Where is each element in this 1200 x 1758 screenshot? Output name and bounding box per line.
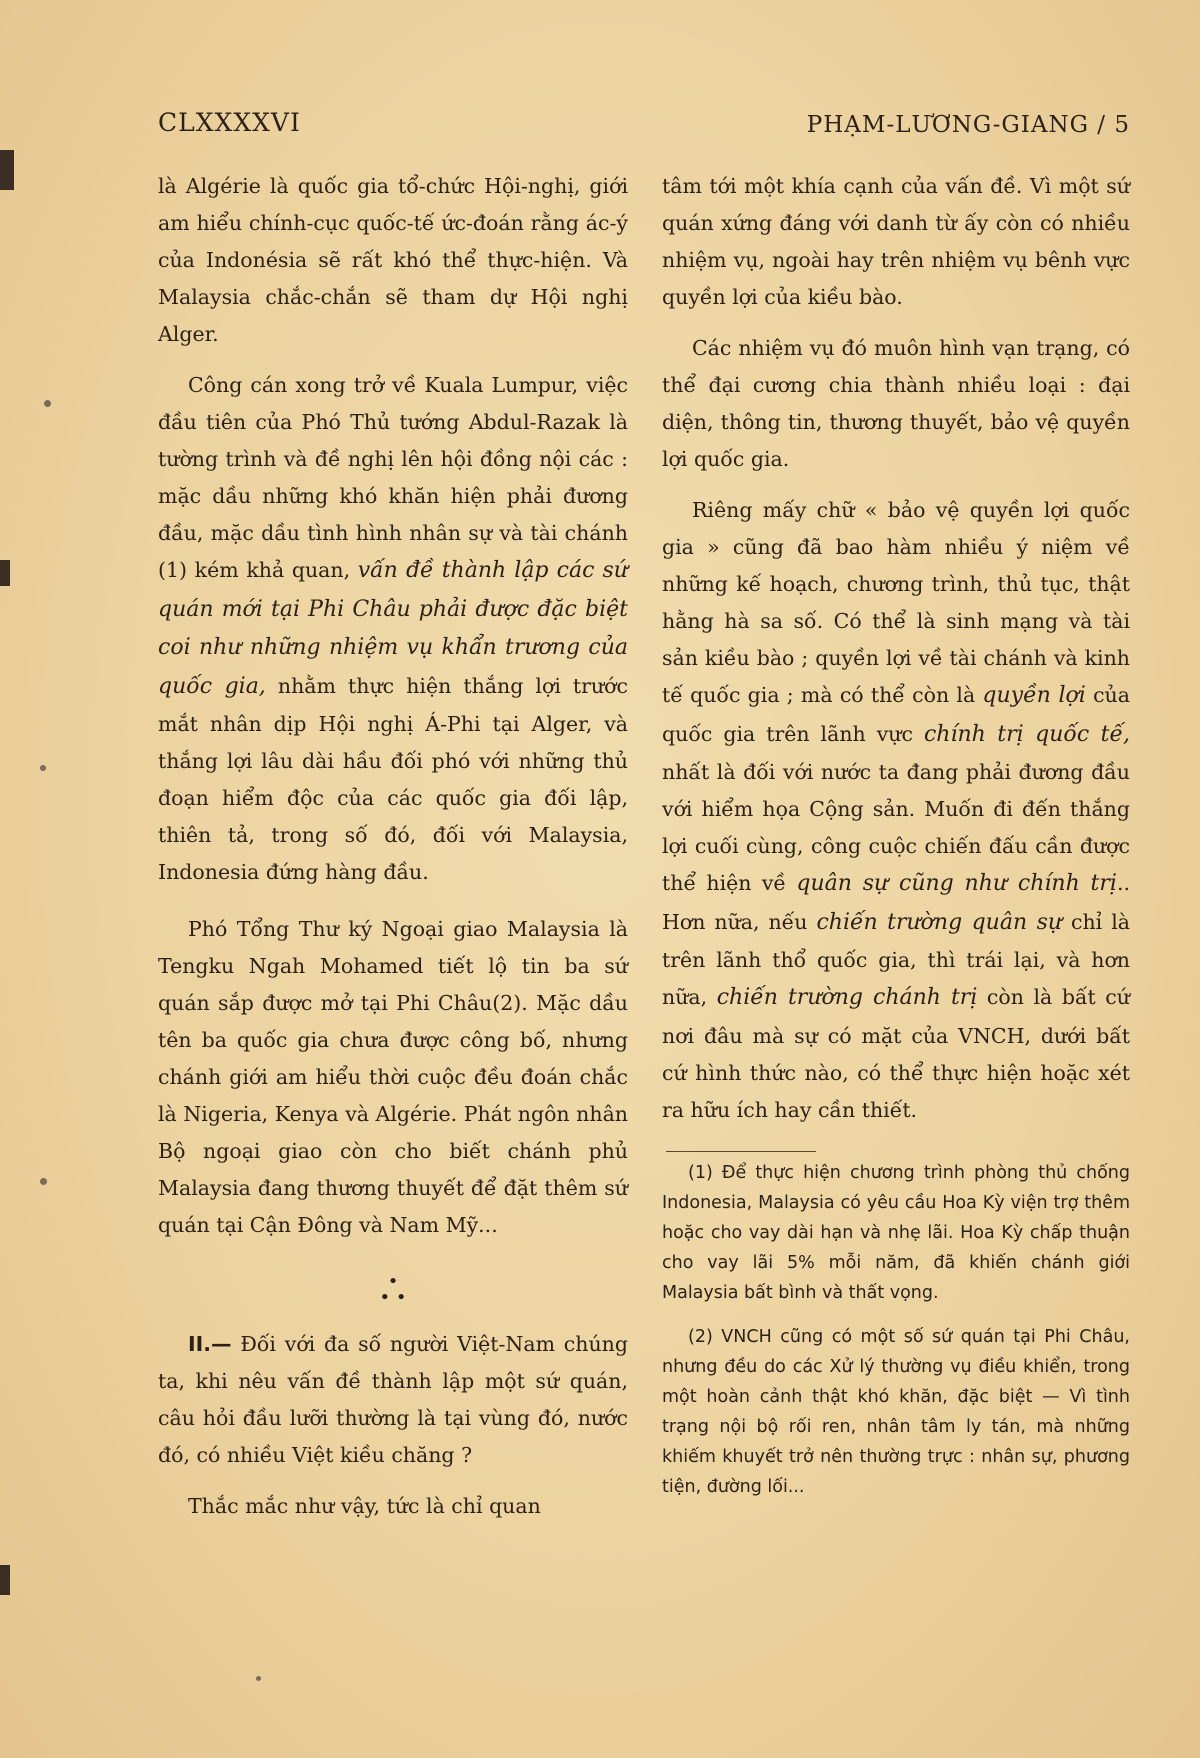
right-column bbox=[662, 168, 1130, 1516]
paragraph-text: Thắc mắc như vậy, tức là chỉ quan bbox=[188, 1494, 541, 1518]
paragraph-text: tâm tới một khía cạnh của vấn đề. Vì một sứ quán xứng đáng với danh từ ấy còn có nhiều nhiệm vụ, ngoài hay trên nhiệm vụ bênh vực quyền lợi của kiều bào. bbox=[662, 174, 1130, 309]
emphasized-text: chiến trường quân sự bbox=[816, 909, 1063, 935]
paragraph bbox=[158, 367, 628, 891]
paragraph-text: Phó Tổng Thư ký Ngoại giao Malaysia là Tengku Ngah Mohamed tiết lộ tin ba sứ quán sắp được mở tại Phi Châu(2). Mặc dầu tên ba quốc gia chưa được công bố, nhưng chánh giới am hiểu thời cuộc đều đoán chắc là Nigeria, Kenya và Algérie. Phát ngôn nhân Bộ ngoại giao còn cho biết chánh phủ Malaysia đang thương thuyết để đặt thêm sứ quán tại Cận Đông và Nam Mỹ... bbox=[158, 917, 628, 1237]
emphasized-text: quân sự cũng như chính trị bbox=[796, 871, 1117, 896]
paragraph-text: chỉ là trên lãnh thổ quốc gia, thì trái lại, và hơn nữa, bbox=[662, 909, 1130, 1009]
paragraph bbox=[158, 1488, 628, 1525]
page-edge-mark bbox=[0, 1565, 10, 1595]
ornament-dot: • bbox=[387, 1271, 399, 1292]
section-ornament bbox=[158, 1271, 628, 1308]
footnote: (1) Để thực hiện chương trình phòng thủ chống Indonesia, Malaysia có yêu cầu Hoa Kỳ viện trợ thêm hoặc cho vay dài hạn và nhẹ lãi. Hoa Kỳ chấp thuận cho vay lãi 5% mỗi năm, đã khiến chánh giới Malaysia bất bình và thất vọng. bbox=[662, 1162, 1130, 1303]
paragraph bbox=[158, 911, 628, 1244]
page-edge-mark bbox=[0, 560, 10, 586]
paragraph-text: .. Hơn nữa, nếu bbox=[662, 871, 1131, 934]
running-head-left: CLXXXXVI bbox=[158, 108, 301, 137]
paragraph bbox=[158, 168, 628, 353]
paper-speck bbox=[256, 1676, 261, 1681]
paragraph-text: nhằm thực hiện thắng lợi trước mắt nhân dịp Hội nghị Á-Phi tại Alger, và thắng lợi lâu dài hầu đối phó với những thủ đoạn hiểm độc của các quốc gia đối lập, thiên tả, trong số đó, đối với Malaysia, Indonesia đứng hàng đầu. bbox=[158, 673, 628, 884]
section-numeral: II.— bbox=[188, 1332, 232, 1356]
paragraph-text: nhất là đối với nước ta đang phải đương đầu với hiểm họa Cộng sản. Muốn đi đến thắng lợi cuối cùng, công cuộc chiến đấu cần được thể hiện về bbox=[662, 760, 1130, 895]
emphasized-text: chiến trường chánh trị bbox=[716, 985, 978, 1010]
paragraph bbox=[662, 330, 1130, 478]
paragraph-text: Công cán xong trở về Kuala Lumpur, việc đầu tiên của Phó Thủ tướng Abdul-Razak là tường trình và đề nghị lên hội đồng nội các : mặc dầu những khó khăn hiện phải đương đầu, mặc dầu tình hình nhân sự và tài chánh (1) kém khả quan, bbox=[158, 373, 628, 582]
paper-speck bbox=[44, 400, 51, 407]
running-header bbox=[158, 108, 1130, 148]
emphasized-text: chính trị quốc tế, bbox=[923, 721, 1130, 747]
paragraph-text: Các nhiệm vụ đó muôn hình vạn trạng, có thể đại cương chia thành nhiều loại : đại diện, thông tin, thương thuyết, bảo vệ quyền lợi quốc gia. bbox=[662, 336, 1130, 471]
footnote-rule bbox=[666, 1151, 816, 1152]
emphasized-text: vấn đề thành lập các sứ quán mới tại Phi Châu phải được đặc biệt coi như những nhiệm vụ khẩn trương của quốc gia, bbox=[158, 558, 628, 699]
paragraph-text: Riêng mấy chữ « bảo vệ quyền lợi quốc gia » cũng đã bao hàm nhiều ý niệm về những kế hoạch, chương trình, thủ tục, thật hằng hà sa số. Có thể là sinh mạng và tài sản kiều bào ; quyền lợi về tài chánh và kinh tế quốc gia ; mà có thể còn là bbox=[662, 498, 1130, 707]
paper-speck bbox=[40, 1178, 47, 1185]
ornament-dots: • • bbox=[379, 1287, 407, 1308]
emphasized-text: quyền lợi bbox=[982, 683, 1086, 708]
left-column bbox=[158, 168, 628, 1539]
paragraph bbox=[158, 1326, 628, 1474]
paragraph-text: Đối với đa số người Việt-Nam chúng ta, khi nêu vấn đề thành lập một sứ quán, câu hỏi đầu lưỡi thường là tại vùng đó, nước đó, có nhiều Việt kiều chăng ? bbox=[158, 1332, 628, 1467]
paragraph-text: của quốc gia trên lãnh vực bbox=[662, 683, 1130, 746]
paragraph bbox=[662, 168, 1130, 316]
paragraph-text: còn là bất cứ nơi đâu mà sự có mặt của VNCH, dưới bất cứ hình thức nào, có thể thực hiện hoặc xét ra hữu ích hay cần thiết. bbox=[662, 985, 1130, 1122]
paragraph-text: là Algérie là quốc gia tổ-chức Hội-nghị, giới am hiểu chính-cục quốc-tế ức-đoán rằng ác-ý của Indonésia sẽ rất khó thể thực-hiện. Và Malaysia chắc-chắn sẽ tham dự Hội nghị Alger. bbox=[158, 174, 628, 346]
page-edge-mark bbox=[0, 150, 14, 190]
running-head-right: PHẠM-LƯƠNG-GIANG / 5 bbox=[806, 112, 1130, 138]
paper-speck bbox=[40, 765, 46, 771]
paragraph bbox=[662, 492, 1130, 1129]
footnote: (2) VNCH cũng có một số sứ quán tại Phi Châu, nhưng đều do các Xử lý thường vụ điều khiển, trong một hoàn cảnh thật khó khăn, đặc biệt — Vì tình trạng nội bộ rối ren, nhân tâm ly tán, mà những khiếm khuyết trở nên thường trực : nhân sự, phương tiện, đường lối... bbox=[662, 1326, 1130, 1497]
